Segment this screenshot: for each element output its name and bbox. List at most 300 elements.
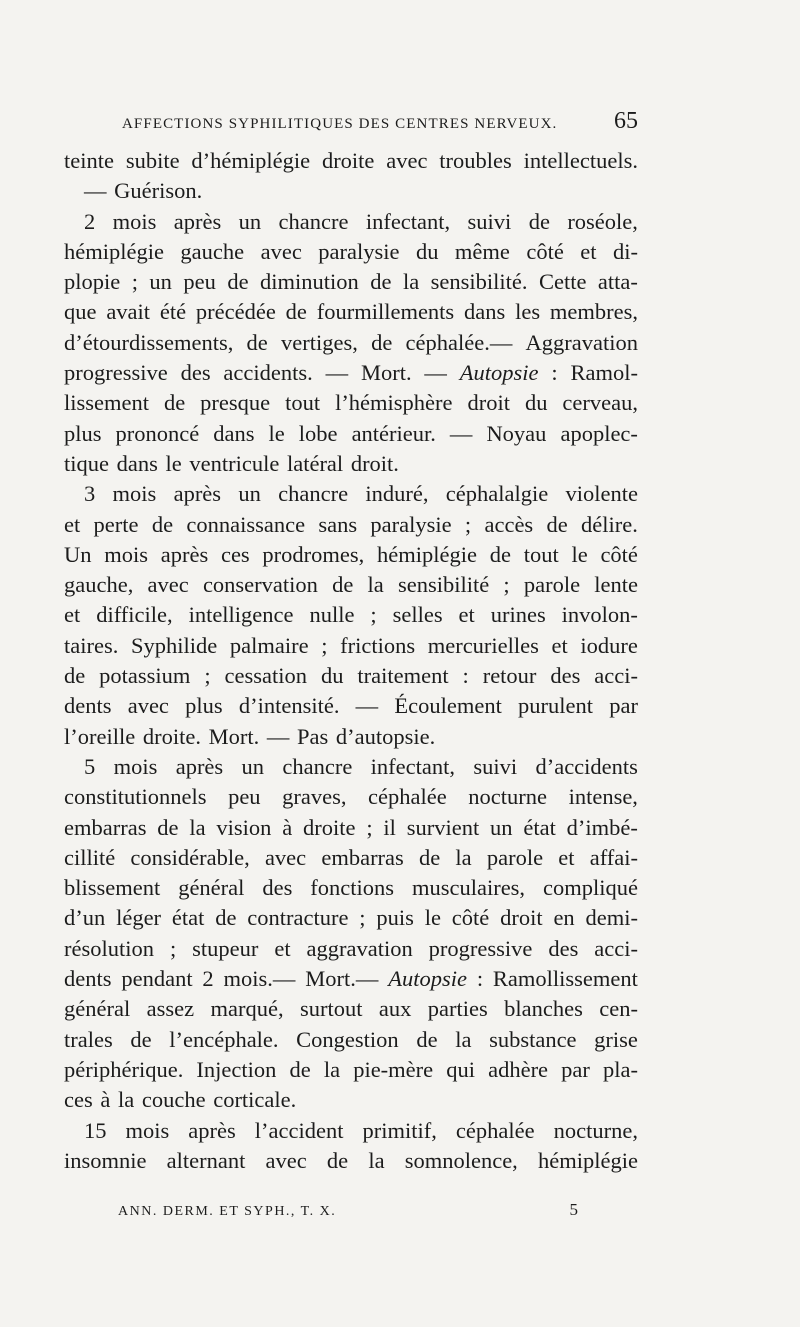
word: — <box>355 693 379 719</box>
word: violente <box>565 481 638 507</box>
text-line <box>64 934 638 964</box>
word: ; <box>366 814 373 840</box>
word: céphalée.— <box>405 329 513 355</box>
word: un <box>490 814 513 840</box>
word: Écoulement <box>394 693 502 719</box>
word: des <box>180 360 211 386</box>
word: — <box>325 360 349 386</box>
word: apoplec- <box>560 420 638 446</box>
word: prononcé <box>115 420 200 446</box>
word: blanches <box>504 996 583 1022</box>
word: l’accident <box>254 1117 344 1143</box>
word: ; <box>359 905 366 931</box>
word: les <box>515 299 541 325</box>
text-line <box>64 146 638 176</box>
word: acci- <box>594 663 638 689</box>
word: Congestion <box>296 1026 399 1052</box>
signature-mark: ANN. DERM. ET SYPH., T. X. <box>118 1204 337 1219</box>
word: assez <box>146 996 195 1022</box>
word: cerveau, <box>562 390 638 416</box>
word: membres, <box>549 299 638 325</box>
word: hémiplégie <box>537 1147 638 1173</box>
word: après <box>188 1117 236 1143</box>
word: sensibilité. <box>430 269 528 295</box>
text-line <box>64 600 638 630</box>
word: aggravation <box>306 935 413 961</box>
word: du <box>524 390 548 416</box>
word: substance <box>489 1026 577 1052</box>
word: affai- <box>589 844 638 870</box>
word: ; <box>204 663 211 689</box>
word: blissement <box>64 875 161 901</box>
word: musculaires, <box>411 875 526 901</box>
word: cen- <box>599 996 638 1022</box>
word: plopie <box>64 269 121 295</box>
text-line <box>64 297 638 327</box>
word: tique <box>64 450 109 476</box>
word: suivi <box>467 208 512 234</box>
word: droite <box>321 148 375 173</box>
word: de <box>246 329 268 355</box>
text-line <box>64 388 638 418</box>
word: survient <box>406 814 480 840</box>
word: la <box>368 1147 385 1173</box>
word: délire. <box>581 511 638 537</box>
word: ventricule <box>189 450 280 476</box>
word: général <box>64 996 131 1022</box>
word: état <box>523 814 556 840</box>
running-head <box>64 108 638 146</box>
word: Autopsie <box>459 360 539 386</box>
word: difficile, <box>96 602 173 628</box>
word: 2 <box>84 208 96 234</box>
word: urines <box>490 602 546 628</box>
word: résolution <box>64 935 154 961</box>
word: mois <box>112 481 157 507</box>
word: couche <box>141 1087 206 1113</box>
word: droit. <box>350 450 399 476</box>
word: fourmillements <box>316 299 455 325</box>
word: Un <box>64 541 92 567</box>
word: le <box>268 420 285 446</box>
word: avec <box>264 844 307 870</box>
word: : <box>476 966 484 992</box>
word: — <box>84 178 107 204</box>
word: subite <box>125 148 180 173</box>
word: dans <box>213 420 255 446</box>
word: graves, <box>282 784 347 810</box>
word: plus <box>64 420 102 446</box>
word: : <box>462 663 469 689</box>
word: peu <box>228 784 261 810</box>
word: antérieur. <box>351 420 436 446</box>
word: et <box>580 238 597 264</box>
word: été <box>159 299 187 325</box>
text-line <box>64 358 638 388</box>
word: nocturne, <box>553 1117 638 1143</box>
word: de <box>326 1147 349 1173</box>
word: de <box>64 663 86 689</box>
word: Ramol- <box>570 360 638 386</box>
word: de <box>289 1056 311 1082</box>
word: Ramollissement <box>492 966 638 992</box>
word: après <box>173 208 222 234</box>
text-line <box>64 176 638 206</box>
word: puis <box>376 905 414 931</box>
text-line <box>64 782 638 812</box>
word: d’étourdissements, <box>64 329 234 355</box>
word: de <box>151 511 174 537</box>
word: la <box>189 814 206 840</box>
word: gauche, <box>64 572 134 598</box>
word: potassium <box>99 663 191 689</box>
word: et <box>64 602 81 628</box>
word: tout <box>285 390 321 416</box>
word: précédée <box>195 299 276 325</box>
word: avec <box>127 693 169 719</box>
word: de <box>528 208 550 234</box>
word: cessation <box>224 663 308 689</box>
text-line <box>64 661 638 691</box>
word: lobe <box>298 420 338 446</box>
text-line <box>64 449 638 479</box>
word: avec <box>386 148 428 173</box>
word: mois.— <box>223 966 296 992</box>
word: avec <box>147 572 189 598</box>
word: mois <box>112 208 157 234</box>
word: à <box>100 1087 111 1113</box>
word: de <box>371 329 393 355</box>
word: par <box>561 1056 590 1082</box>
text-line <box>64 813 638 843</box>
word: céphalée <box>455 1117 535 1143</box>
word: le <box>165 450 182 476</box>
word: d’intensité. <box>238 693 340 719</box>
word: de <box>416 1026 438 1052</box>
word: avait <box>106 299 151 325</box>
word: à <box>282 814 293 840</box>
word: chancre <box>282 753 353 779</box>
word: ; <box>370 602 377 628</box>
word: adhère <box>488 1056 549 1082</box>
word: plus <box>185 693 223 719</box>
word: Mort. <box>360 360 412 386</box>
text-line <box>64 631 638 661</box>
word: d’hémiplégie <box>191 148 311 173</box>
word: la <box>402 269 420 295</box>
word: côté <box>526 238 564 264</box>
text-line <box>64 964 638 994</box>
word: d’imbé- <box>566 814 638 840</box>
word: intelligence <box>188 602 294 628</box>
word: parole <box>523 572 581 598</box>
word: d’accidents <box>535 753 638 779</box>
word: progressive <box>428 935 533 961</box>
word: de <box>215 905 237 931</box>
word: des <box>550 663 581 689</box>
text-line <box>64 1055 638 1085</box>
word: des <box>548 935 579 961</box>
word: de <box>546 511 568 537</box>
word: côté <box>451 905 490 931</box>
word: infectant, <box>365 208 451 234</box>
word: mercurielles <box>427 632 539 658</box>
word: Aggravation <box>525 329 638 355</box>
word: Injection <box>196 1056 277 1082</box>
word: Mort.— <box>305 966 379 992</box>
word: lente <box>594 572 638 598</box>
word: de <box>157 814 179 840</box>
word: somnolence, <box>404 1147 518 1173</box>
word: nulle <box>309 602 355 628</box>
word: mois <box>113 753 158 779</box>
word: peu <box>183 269 216 295</box>
text-line <box>64 267 638 297</box>
word: des <box>262 875 293 901</box>
word: et <box>274 935 291 961</box>
word: pendant <box>121 966 193 992</box>
word: et <box>551 632 568 658</box>
word: compliqué <box>543 875 638 901</box>
word: d’un <box>64 905 106 931</box>
word: atta- <box>597 269 638 295</box>
word: traitement <box>357 663 449 689</box>
word: ces <box>64 1087 93 1113</box>
text-line <box>64 722 638 752</box>
word: état <box>171 905 205 931</box>
word: troubles <box>439 148 512 173</box>
word: dents <box>64 693 112 719</box>
word: aux <box>378 996 412 1022</box>
word: l’oreille <box>64 723 136 749</box>
word: sensibilité <box>397 572 490 598</box>
word: 2 <box>202 966 214 992</box>
word: teinte <box>64 148 114 173</box>
word: constitutionnels <box>64 784 207 810</box>
word: parole <box>486 844 544 870</box>
word: gauche <box>180 238 245 264</box>
word: la <box>367 572 384 598</box>
word: après <box>160 541 209 567</box>
text-line <box>64 691 638 721</box>
word: 15 <box>84 1117 107 1143</box>
word: droit <box>467 390 510 416</box>
word: du <box>415 238 439 264</box>
word: latéral <box>286 450 344 476</box>
word: diminution <box>260 269 359 295</box>
text-line <box>64 843 638 873</box>
word: chancre <box>278 481 349 507</box>
word: surtout <box>299 996 363 1022</box>
word: après <box>175 753 224 779</box>
word: Autopsie <box>388 966 467 992</box>
word: un <box>238 208 262 234</box>
word: nocturne <box>468 784 548 810</box>
word: — <box>266 723 290 749</box>
word: par <box>609 693 638 719</box>
word: sans <box>318 511 358 537</box>
word: un <box>238 481 261 507</box>
word: conservation <box>202 572 318 598</box>
word: et <box>458 602 475 628</box>
word: un <box>149 269 172 295</box>
word: corticale. <box>213 1087 297 1113</box>
word: la <box>323 1056 341 1082</box>
word: intense, <box>568 784 638 810</box>
word: pie-mère <box>353 1056 434 1082</box>
word: ; <box>503 572 510 598</box>
text-line <box>64 1085 638 1115</box>
word: infectant, <box>370 753 456 779</box>
text-line <box>64 1025 638 1055</box>
word: alternant <box>166 1147 246 1173</box>
text-line <box>64 873 638 903</box>
text-line <box>64 994 638 1024</box>
word: retour <box>482 663 537 689</box>
word: tout <box>523 541 559 567</box>
word: paralysie <box>370 511 452 537</box>
word: fonctions <box>310 875 395 901</box>
word: insomnie <box>64 1147 147 1173</box>
word: 3 <box>84 481 96 507</box>
text-line <box>64 903 638 933</box>
word: céphalée <box>368 784 447 810</box>
word: périphérique. <box>64 1056 184 1082</box>
word: : <box>551 360 558 386</box>
book-page <box>64 108 638 1176</box>
word: il <box>383 814 396 840</box>
text-line <box>64 752 638 782</box>
word: d’autopsie. <box>335 723 436 749</box>
word: lissement <box>64 390 149 416</box>
word: et <box>64 511 81 537</box>
word: selles <box>392 602 443 628</box>
word: purulent <box>518 693 594 719</box>
word: mois <box>104 541 148 567</box>
word: en <box>553 905 575 931</box>
text-line <box>64 237 638 267</box>
word: de <box>227 269 249 295</box>
word: l’encéphale. <box>169 1026 279 1052</box>
word: di- <box>612 238 638 264</box>
sheet-number: 5 <box>569 1200 578 1219</box>
word: céphalalgie <box>445 481 549 507</box>
word: Pas <box>296 723 329 749</box>
text-line <box>64 328 638 358</box>
word: de <box>130 1026 152 1052</box>
text-line <box>64 510 638 540</box>
word: paralysie <box>318 238 400 264</box>
word: Cette <box>538 269 587 295</box>
word: la <box>455 844 472 870</box>
word: palmaire <box>229 632 309 658</box>
word: le <box>424 905 441 931</box>
word: progressive <box>64 360 168 386</box>
word: côté <box>600 541 638 567</box>
word: droite <box>303 814 356 840</box>
word: ces <box>220 541 250 567</box>
word: ; <box>169 935 177 961</box>
text-line <box>64 570 638 600</box>
word: intellectuels. <box>523 148 638 173</box>
word: la <box>455 1026 472 1052</box>
word: avec <box>265 1147 307 1173</box>
running-title: AFFECTIONS SYPHILITIQUES DES CENTRES NERVEUX. <box>122 116 558 132</box>
word: dents <box>64 966 112 992</box>
word: parties <box>427 996 488 1022</box>
word: mois <box>125 1117 170 1143</box>
word: le <box>571 541 588 567</box>
word: après <box>173 481 222 507</box>
word: — <box>449 420 473 446</box>
word: considérable, <box>130 844 250 870</box>
word: frictions <box>340 632 416 658</box>
word: ; <box>321 632 328 658</box>
word: accidents. <box>223 360 313 386</box>
word: prodromes, <box>262 541 365 567</box>
word: l’hémisphère <box>335 390 453 416</box>
word: roséole, <box>567 208 638 234</box>
word: droite. <box>142 723 201 749</box>
word: cillité <box>64 844 116 870</box>
word: de <box>489 541 511 567</box>
word: presque <box>200 390 271 416</box>
word: chancre <box>278 208 349 234</box>
word: de <box>332 572 354 598</box>
word: hémiplégie <box>64 238 164 264</box>
page-number: 65 <box>614 108 638 134</box>
word: vertiges, <box>281 329 358 355</box>
word: induré, <box>365 481 429 507</box>
word: embarras <box>64 814 147 840</box>
text-line <box>64 540 638 570</box>
word: même <box>454 238 510 264</box>
word: Syphilide <box>130 632 218 658</box>
body-text <box>64 146 638 1176</box>
word: de <box>285 299 307 325</box>
word: demi- <box>585 905 638 931</box>
word: taires. <box>64 632 119 658</box>
word: ; <box>131 269 138 295</box>
word: primitif, <box>362 1117 437 1143</box>
word: droit <box>500 905 543 931</box>
word: suivi <box>473 753 518 779</box>
word: marqué, <box>210 996 284 1022</box>
word: pla- <box>602 1056 638 1082</box>
word: perte <box>93 511 139 537</box>
word: ; <box>464 511 472 537</box>
word: 5 <box>84 753 96 779</box>
text-line <box>64 207 638 237</box>
text-line <box>64 479 638 509</box>
word: stupeur <box>192 935 259 961</box>
word: acci- <box>594 935 638 961</box>
word: vision <box>216 814 272 840</box>
text-line <box>64 419 638 449</box>
word: Mort. <box>208 723 260 749</box>
word: qui <box>446 1056 475 1082</box>
word: du <box>320 663 344 689</box>
word: grise <box>594 1026 638 1052</box>
word: Noyau <box>486 420 547 446</box>
word: accès <box>484 511 534 537</box>
word: que <box>64 299 97 325</box>
text-line <box>64 1146 638 1176</box>
word: la <box>117 1087 135 1113</box>
word: de <box>370 269 392 295</box>
word: Guérison. <box>114 178 203 204</box>
word: embarras <box>321 844 404 870</box>
